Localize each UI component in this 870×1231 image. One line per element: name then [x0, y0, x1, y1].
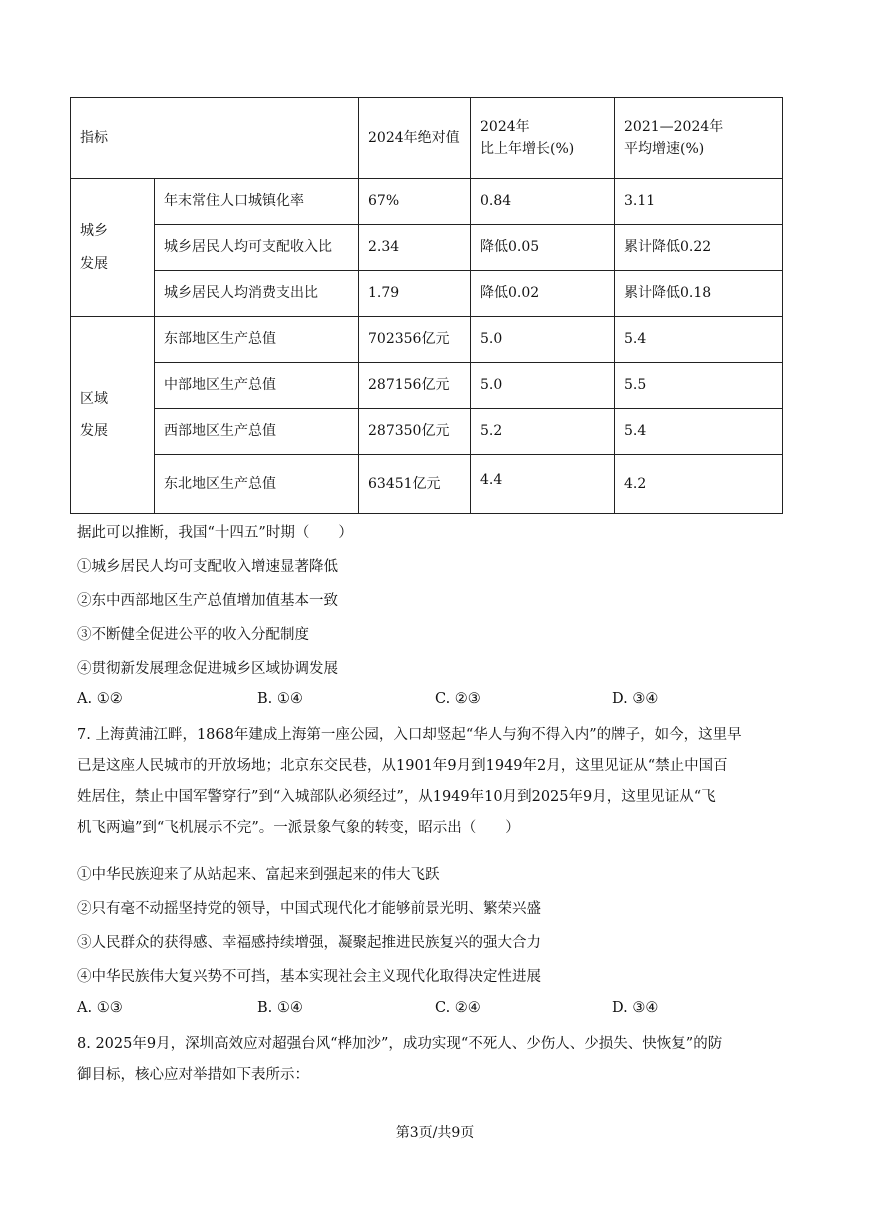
row-name: 东北地区生产总值	[155, 455, 359, 514]
table-row	[71, 317, 783, 363]
header-avg	[615, 98, 783, 179]
row-name: 城乡居民人均消费支出比	[155, 271, 359, 317]
row-growth: 5.0	[471, 363, 615, 409]
row-growth: 降低0.02	[471, 271, 615, 317]
q6-option-a[interactable]: A. ①②	[77, 691, 123, 707]
row-name: 年末常住人口城镇化率	[155, 179, 359, 225]
group-label-line2: 发展	[80, 255, 108, 272]
q6-option-d[interactable]: D. ③④	[612, 691, 659, 707]
header-avg-line2: 平均增速(%)	[624, 141, 705, 157]
group-urban-rural	[71, 179, 155, 317]
header-growth	[471, 98, 615, 179]
statistics-table	[70, 97, 783, 514]
page-footer: 第3页/共9页	[395, 1125, 475, 1141]
group-label-line2: 发展	[80, 423, 108, 439]
row-growth: 0.84	[471, 179, 615, 225]
row-avg: 5.5	[615, 363, 783, 409]
header-indicator: 指标	[71, 98, 359, 179]
q6-item-1: ①城乡居民人均可支配收入增速显著降低	[77, 559, 338, 575]
row-avg: 4.2	[615, 455, 783, 514]
q7-option-d[interactable]: D. ③④	[612, 1000, 659, 1016]
q6-item-2: ②东中西部地区生产总值增加值基本一致	[77, 593, 338, 609]
row-abs: 287350亿元	[359, 409, 471, 455]
row-avg: 3.11	[615, 179, 783, 225]
q7-stem	[77, 720, 793, 844]
row-name: 中部地区生产总值	[155, 363, 359, 409]
q6-stem: 据此可以推断，我国“十四五”时期（ ）	[77, 525, 353, 541]
header-avg-line1: 2021—2024年	[624, 118, 724, 135]
table-header-row	[71, 98, 783, 179]
row-abs: 287156亿元	[359, 363, 471, 409]
q7-line-2: 已是这座人民城市的开放场地；北京东交民巷，从1901年9月到1949年2月，这里见证从“禁止中国百	[77, 758, 728, 774]
table-row	[71, 179, 783, 225]
row-avg: 累计降低0.22	[615, 225, 783, 271]
q7-option-a[interactable]: A. ①③	[77, 1000, 123, 1016]
row-abs: 2.34	[359, 225, 471, 271]
table-row	[71, 363, 783, 409]
table-row	[71, 271, 783, 317]
row-growth: 4.4	[471, 455, 615, 514]
row-avg: 5.4	[615, 317, 783, 363]
q7-options	[77, 1000, 777, 1022]
row-name: 西部地区生产总值	[155, 409, 359, 455]
group-label-line1: 城乡	[80, 223, 108, 240]
q7-line-1: 7. 上海黄浦江畔，1868年建成上海第一座公园，入口却竖起“华人与狗不得入内”的牌子，如今，这里早	[77, 727, 742, 743]
header-growth-line1: 2024年	[480, 118, 530, 135]
q8-stem	[77, 1029, 793, 1091]
row-abs: 702356亿元	[359, 317, 471, 363]
q6-item-4: ④贯彻新发展理念促进城乡区域协调发展	[77, 661, 338, 677]
row-abs: 1.79	[359, 271, 471, 317]
q7-option-b[interactable]: B. ①④	[257, 1000, 303, 1016]
row-growth: 5.2	[471, 409, 615, 455]
table-row	[71, 225, 783, 271]
header-abs: 2024年绝对值	[359, 98, 471, 179]
q7-option-c[interactable]: C. ②④	[435, 1000, 481, 1016]
q6-option-b[interactable]: B. ①④	[257, 691, 303, 707]
group-label-line1: 区域	[80, 390, 108, 407]
row-growth: 降低0.05	[471, 225, 615, 271]
q6-option-c[interactable]: C. ②③	[435, 691, 481, 707]
row-name: 东部地区生产总值	[155, 317, 359, 363]
row-growth: 5.0	[471, 317, 615, 363]
q7-item-4: ④中华民族伟大复兴势不可挡，基本实现社会主义现代化取得决定性进展	[77, 969, 541, 985]
row-avg: 累计降低0.18	[615, 271, 783, 317]
q7-item-2: ②只有毫不动摇坚持党的领导，中国式现代化才能够前景光明、繁荣兴盛	[77, 901, 541, 917]
row-name: 城乡居民人均可支配收入比	[155, 225, 359, 271]
header-growth-line2: 比上年增长(%)	[480, 141, 575, 157]
q7-line-3: 姓居住，禁止中国军警穿行”到“入城部队必须经过”，从1949年10月到2025年9月，这里见证从“飞	[77, 789, 716, 805]
q6-options	[77, 691, 777, 713]
q7-line-4: 机飞两遍”到“飞机展示不完”。一派景象气象的转变，昭示出（ ）	[77, 820, 520, 836]
group-regional	[71, 317, 155, 514]
q6-item-3: ③不断健全促进公平的收入分配制度	[77, 627, 309, 643]
row-avg: 5.4	[615, 409, 783, 455]
row-abs: 67%	[359, 179, 471, 225]
table-row	[71, 455, 783, 514]
q8-line-2: 御目标，核心应对举措如下表所示：	[77, 1067, 309, 1083]
q8-line-1: 8. 2025年9月，深圳高效应对超强台风“桦加沙”，成功实现“不死人、少伤人、少损失、快恢复”的防	[77, 1036, 723, 1052]
table-row	[71, 409, 783, 455]
row-abs: 63451亿元	[359, 455, 471, 514]
q7-item-1: ①中华民族迎来了从站起来、富起来到强起来的伟大飞跃	[77, 867, 440, 883]
q7-item-3: ③人民群众的获得感、幸福感持续增强，凝聚起推进民族复兴的强大合力	[77, 935, 541, 951]
